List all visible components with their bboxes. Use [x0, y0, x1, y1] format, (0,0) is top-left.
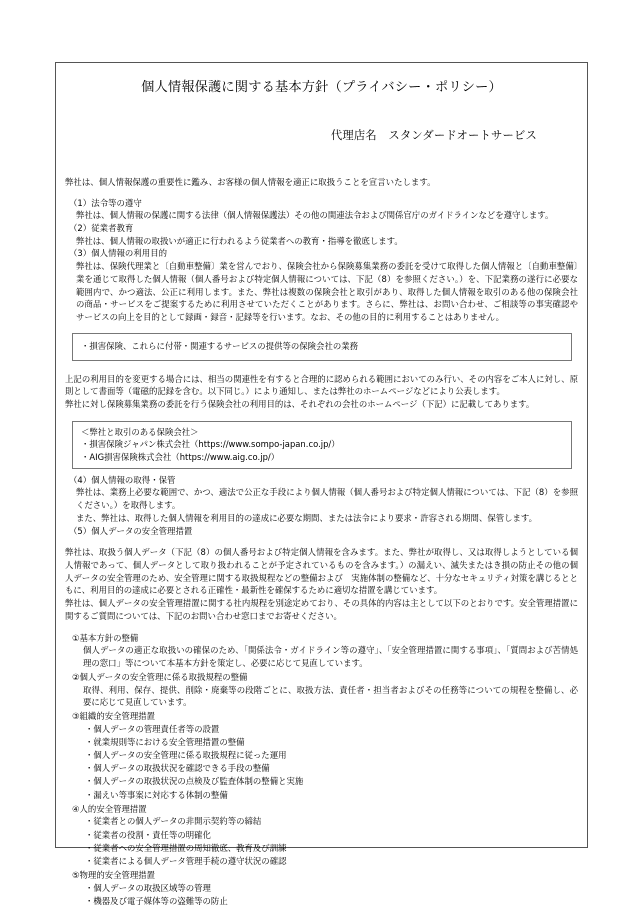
section-heading-2: （2）従業者教育	[69, 223, 134, 234]
list-item: ・従業者による個人データ管理手続の遵守状況の確認	[85, 855, 287, 866]
section-body-2: 弊社は、個人情報の取扱いが適正に行われるよう従業者への教育・指導を徹底します。	[76, 235, 403, 246]
change-notice-line-1: 上記の利用目的を変更する場合には、相当の関連性を有すると合理的に認められる範囲においてのみ行い、その内容をご本人に対し、原則として書面等（電磁的記録を含む。以下同じ。）により通知し、または弊社のホームページなどにより公表します。	[65, 373, 578, 397]
measure-bullets-3	[65, 723, 578, 802]
measure-bullets-5	[65, 882, 578, 908]
list-item: ・従業者への安全管理措置の周知徹底、教育及び訓練	[85, 842, 287, 853]
section-body-3: 弊社は、保険代理業と〔自動車整備〕業を営んでおり、保険会社から保険募集業務の委託を受けて取得した個人情報と〔自動車整備〕業を通じて取得した個人情報（個人番号および特定個人情報については、下記（8）を参照ください。）を、下記業務の遂行に必要な範囲内で、かつ適法、公正に利用します。また、弊社は複数の保険会社と取引があり、取得した個人情報を取引のある他の保険会社の商品・サービスをご提案するために利用させていただくことがあります。さらに、弊社は、お問い合わせ、ご相談等の事実確認やサービスの向上を目的として録画・録音・記録等を行います。なお、その他の目的に利用することはありません。	[76, 261, 578, 323]
section-heading-5: （5）個人データの安全管理措置	[69, 525, 193, 536]
list-item: ・漏えい等事案に対応する体制の整備	[85, 789, 228, 800]
document-page	[55, 62, 588, 906]
page-title: 個人情報保護に関する基本方針（プライバシー・ポリシー）	[141, 80, 502, 95]
measure-heading-5: ⑤物理的安全管理措置	[72, 870, 156, 881]
measure-body-1: 個人データの適正な取扱いの確保のため、「関係法令・ガイドライン等の遵守」、「安全管理措置に関する事項」、「質問および苦情処理の窓口」等について本基本方針を策定し、必要に応じて見直しています。	[83, 645, 578, 669]
list-item: ・個人データの取扱区域等の管理	[85, 882, 211, 893]
measure-heading-1: ①基本方針の整備	[72, 632, 139, 643]
measure-heading-2: ②個人データの安全管理に係る取扱規程の整備	[72, 671, 248, 682]
section-heading-3: （3）個人情報の利用目的	[69, 248, 168, 259]
section-body-4a: 弊社は、業務上必要な範囲で、かつ、適法で公正な手段により個人情報（個人番号および特定個人情報については、下記（8）を参照ください。）を取得します。	[76, 487, 578, 511]
list-item: ・個人データの安全管理に係る取扱規程に従った運用	[85, 750, 287, 761]
list-item: ・個人データの取扱状況の点検及び監査体制の整備と実施	[85, 776, 304, 787]
measure-heading-3: ③組織的安全管理措置	[72, 711, 156, 722]
measure-heading-4: ④人的安全管理措置	[72, 803, 147, 814]
section-heading-4: （4）個人情報の取得・保管	[69, 474, 176, 485]
list-item: ・個人データの取扱状況を確認できる手段の整備	[85, 763, 270, 774]
section-heading-1: （1）法令等の遵守	[69, 197, 142, 208]
partner-insurer-item: ・AIG損害保険株式会社（https://www.aig.co.jp/）	[81, 452, 280, 463]
section-body-4b: また、弊社は、取得した個人情報を利用目的の達成に必要な期間、または法令により要求・許容される期間、保管します。	[76, 512, 538, 523]
measure-bullets-4	[65, 815, 578, 868]
list-item: ・機器及び電子媒体等の盗難等の防止	[85, 895, 228, 906]
change-notice-line-2: 弊社に対し保険募集業務の委託を行う保険会社の利用目的は、それぞれの会社のホームページ（下記）に記載してあります。	[65, 399, 535, 410]
scope-box-line: ・損害保険、これらに付帯・関連するサービスの提供等の保険会社の業務	[81, 340, 359, 351]
list-item: ・就業規則等における安全管理措置の整備	[85, 736, 245, 747]
document-body	[56, 79, 587, 908]
section-body-5b: 弊社は、個人データの安全管理措置に関する社内規程を別途定めており、その具体的内容は主として以下のとおりです。安全管理措置に関するご質問については、下記のお問い合わせ窓口までお寄せください。	[65, 598, 578, 621]
agency-name-line: 代理店名 スタンダードオートサービス	[330, 129, 537, 143]
list-item: ・従業者の役割・責任等の明確化	[85, 829, 211, 840]
scope-callout-box	[72, 333, 572, 361]
partner-insurer-item: ・損害保険ジャパン株式会社（https://www.sompo-japan.co.jp/）	[81, 439, 340, 450]
partner-insurers-box	[72, 421, 572, 469]
list-item: ・従業者との個人データの非開示契約等の締結	[85, 816, 262, 827]
section-body-5a: 弊社は、取扱う個人データ（下記（8）の個人番号および特定個人情報を含みます。また、弊社が取得し、又は取得しようとしている個人情報であって、個人データとして取り扱われることが予定されているものを含みます。）の漏えい、滅失またはき損の防止その他の個人データの安全管理のため、安全管理に関する取扱規程などの整備および 実施体制の整備など、十分なセキュリティ対策を講じるとともに、利用目的の達成に必要とされる正確性・最新性を確保するために適切な措置を講じています。	[65, 547, 578, 596]
measure-body-2: 取得、利用、保存、提供、削除・廃棄等の段階ごとに、取扱方法、責任者・担当者およびその任務等についての規程を整備し、必要に応じて見直しています。	[83, 684, 578, 708]
section-body-1: 弊社は、個人情報の保護に関する法律（個人情報保護法）その他の関連法令および関係官庁のガイドラインなどを遵守します。	[76, 210, 554, 221]
list-item: ・個人データの管理責任者等の設置	[85, 723, 220, 734]
partner-insurers-heading: ＜弊社と取引のある保険会社＞	[81, 426, 199, 437]
lead-statement: 弊社は、個人情報保護の重要性に鑑み、お客様の個人情報を適正に取扱うことを宣言いたします。	[65, 177, 436, 188]
